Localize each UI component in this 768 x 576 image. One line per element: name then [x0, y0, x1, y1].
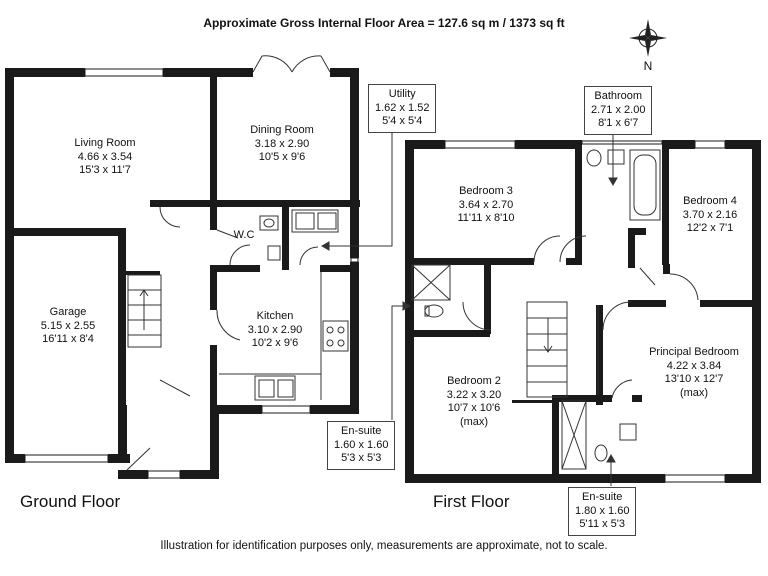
room-name: Living Room	[74, 137, 136, 149]
room-imperial: 5'4 x 5'4	[382, 115, 423, 127]
first-floor-title: First Floor	[433, 492, 510, 511]
room-name: Kitchen	[256, 310, 294, 322]
room-name: En-suite	[341, 425, 382, 437]
room-imperial: 11'11 x 8'10	[457, 212, 515, 224]
room-imperial: 5'11 x 5'3	[579, 518, 626, 530]
room-metric: 1.60 x 1.60	[334, 438, 389, 451]
room-name: Principal Bedroom	[649, 346, 739, 358]
room-imperial: 5'3 x 5'3	[341, 452, 382, 464]
callout-bathroom	[584, 86, 652, 135]
room-metric: 3.70 x 2.16	[682, 208, 738, 221]
room-name: En-suite	[582, 491, 623, 503]
room-name: W.C	[233, 229, 255, 241]
room-imperial: 10'2 x 9'6	[251, 337, 299, 349]
room-name: Bedroom 3	[459, 185, 513, 197]
room-metric: 3.22 x 3.20	[446, 388, 502, 401]
room-metric: 3.18 x 2.90	[254, 137, 310, 150]
room-imperial: 15'3 x 11'7	[79, 164, 131, 176]
room-name: Utility	[388, 88, 416, 100]
callout-ensuite-1	[327, 421, 395, 470]
room-name: Bedroom 2	[447, 375, 501, 387]
room-metric: 5.15 x 2.55	[40, 319, 96, 332]
room-imperial: 16'11 x 8'4	[42, 333, 94, 345]
room-imperial: 13'10 x 12'7	[664, 373, 724, 385]
room-name: Garage	[49, 306, 87, 318]
room-metric: 3.10 x 2.90	[247, 323, 303, 336]
callout-utility	[368, 84, 436, 133]
room-metric: 4.22 x 3.84	[666, 359, 722, 372]
room-imperial: 8'1 x 6'7	[598, 117, 639, 129]
compass-north-label: N	[643, 59, 653, 73]
room-note: (max)	[679, 386, 709, 399]
room-name: Bathroom	[594, 90, 643, 102]
room-metric: 1.80 x 1.60	[575, 504, 630, 517]
floor-area-heading: Approximate Gross Internal Floor Area = 127.6 sq m / 1373 sq ft	[203, 16, 565, 30]
room-imperial: 10'5 x 9'6	[258, 151, 306, 163]
room-name: Dining Room	[250, 124, 314, 136]
room-metric: 2.71 x 2.00	[591, 103, 646, 116]
room-imperial: 10'7 x 10'6	[447, 402, 501, 414]
room-imperial: 12'2 x 7'1	[686, 222, 734, 234]
room-metric: 1.62 x 1.52	[375, 101, 430, 114]
callout-ensuite-2	[568, 487, 636, 536]
room-metric: 4.66 x 3.54	[77, 150, 133, 163]
ground-floor-title: Ground Floor	[20, 492, 121, 511]
disclaimer: Illustration for identification purposes only, measurements are approximate, not to scale.	[160, 540, 608, 552]
room-note: (max)	[459, 415, 489, 428]
room-name: Bedroom 4	[683, 195, 737, 207]
room-metric: 3.64 x 2.70	[458, 198, 514, 211]
